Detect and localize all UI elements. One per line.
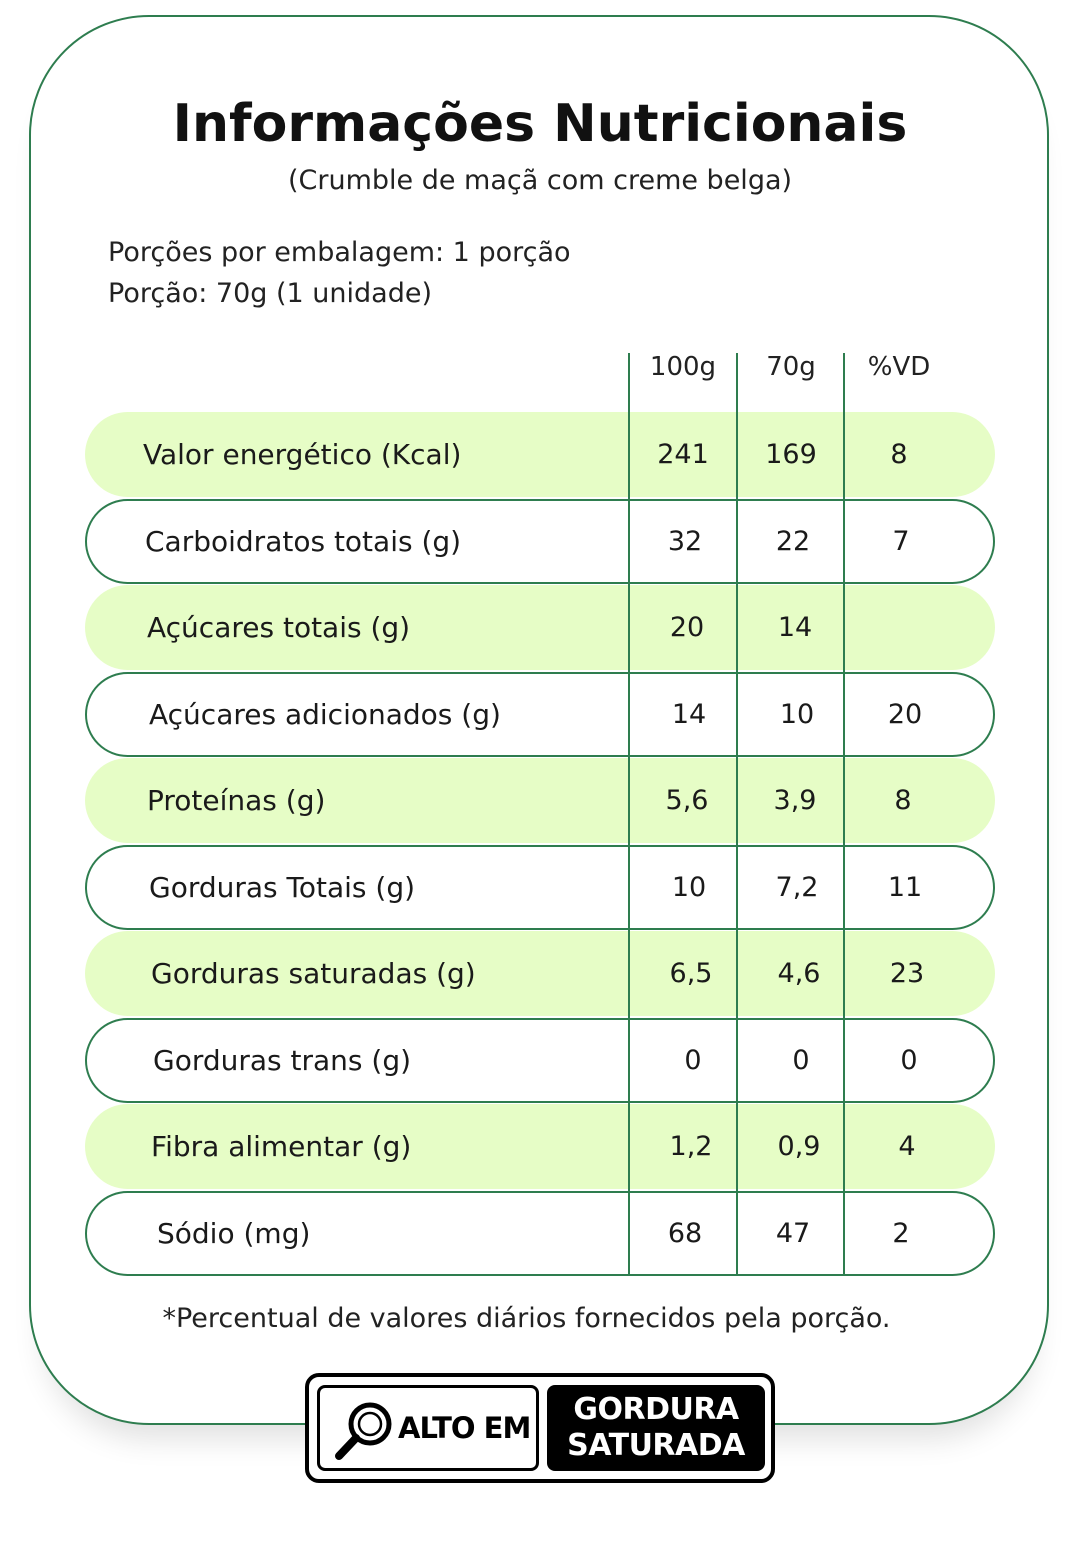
value-per-portion: 14: [777, 612, 813, 643]
seal-alto-em-label: ALTO EM: [398, 1411, 531, 1445]
value-per-portion: 0,9: [777, 1131, 821, 1162]
column-divider: [843, 353, 845, 1275]
column-header-vd: %VD: [867, 352, 931, 382]
value-daily-percent: 11: [887, 872, 923, 903]
value-daily-percent: [850, 585, 956, 670]
nutrient-label: Proteínas (g): [147, 784, 326, 817]
table-row: [85, 585, 995, 670]
value-daily-percent: 4: [898, 1131, 916, 1162]
table-row: [85, 758, 995, 843]
value-per-portion: 10: [779, 699, 815, 730]
nutrient-label: Gorduras Totais (g): [149, 871, 416, 904]
table-row: [85, 931, 995, 1016]
value-per-portion: 47: [775, 1218, 811, 1249]
table-row: [85, 412, 995, 497]
nutrient-label: Fibra alimentar (g): [151, 1130, 412, 1163]
value-per-100g: 14: [671, 699, 707, 730]
value-per-100g: 32: [667, 526, 703, 557]
page-title: Informações Nutricionais: [172, 94, 908, 154]
seal-nutrient-line-1: GORDURA: [573, 1392, 739, 1427]
table-row: [85, 1104, 995, 1189]
value-per-100g: 10: [671, 872, 707, 903]
product-subtitle: (Crumble de maçã com creme belga): [287, 165, 793, 196]
value-daily-percent: 7: [892, 526, 910, 557]
value-per-100g: 241: [657, 439, 709, 470]
value-daily-percent: 23: [889, 958, 925, 989]
value-per-100g: 68: [667, 1218, 703, 1249]
column-header-70g: 70g: [766, 352, 816, 382]
seal-right-box: [547, 1385, 765, 1471]
nutrient-label: Açúcares adicionados (g): [149, 698, 501, 731]
column-divider: [628, 353, 630, 1275]
table-row: [85, 672, 995, 757]
table-row: [85, 499, 995, 584]
footnote: *Percentual de valores diários fornecidos pela porção.: [162, 1303, 891, 1334]
seal-left-box: [317, 1385, 539, 1471]
value-per-portion: 7,2: [775, 872, 819, 903]
nutrient-label: Gorduras trans (g): [153, 1044, 412, 1077]
column-header-100g: 100g: [649, 352, 717, 382]
value-per-100g: 0: [684, 1045, 702, 1076]
servings-per-package: Porções por embalagem: 1 porção: [108, 237, 571, 268]
value-per-portion: 3,9: [773, 785, 817, 816]
value-per-100g: 20: [669, 612, 705, 643]
value-per-100g: 6,5: [669, 958, 713, 989]
nutrient-label: Açúcares totais (g): [147, 611, 411, 644]
table-row: [85, 1018, 995, 1103]
value-daily-percent: 20: [887, 699, 923, 730]
magnifier-icon: [334, 1398, 396, 1464]
value-daily-percent: 8: [890, 439, 908, 470]
nutrient-label: Sódio (mg): [157, 1217, 311, 1250]
value-per-100g: 5,6: [665, 785, 709, 816]
value-daily-percent: 0: [900, 1045, 918, 1076]
nutrient-label: Carboidratos totais (g): [145, 525, 462, 558]
value-per-portion: 22: [775, 526, 811, 557]
value-per-100g: 1,2: [669, 1131, 713, 1162]
value-per-portion: 0: [792, 1045, 810, 1076]
high-saturated-fat-warning-seal: [305, 1373, 775, 1483]
column-divider: [736, 353, 738, 1275]
seal-nutrient-line-2: SATURADA: [567, 1428, 745, 1463]
value-daily-percent: 8: [894, 785, 912, 816]
table-row: [85, 845, 995, 930]
value-per-portion: 4,6: [777, 958, 821, 989]
value-daily-percent: 2: [892, 1218, 910, 1249]
nutrient-label: Gorduras saturadas (g): [151, 957, 476, 990]
value-per-portion: 169: [765, 439, 817, 470]
table-row: [85, 1191, 995, 1276]
nutrient-label: Valor energético (Kcal): [143, 438, 462, 471]
serving-size: Porção: 70g (1 unidade): [108, 278, 432, 309]
